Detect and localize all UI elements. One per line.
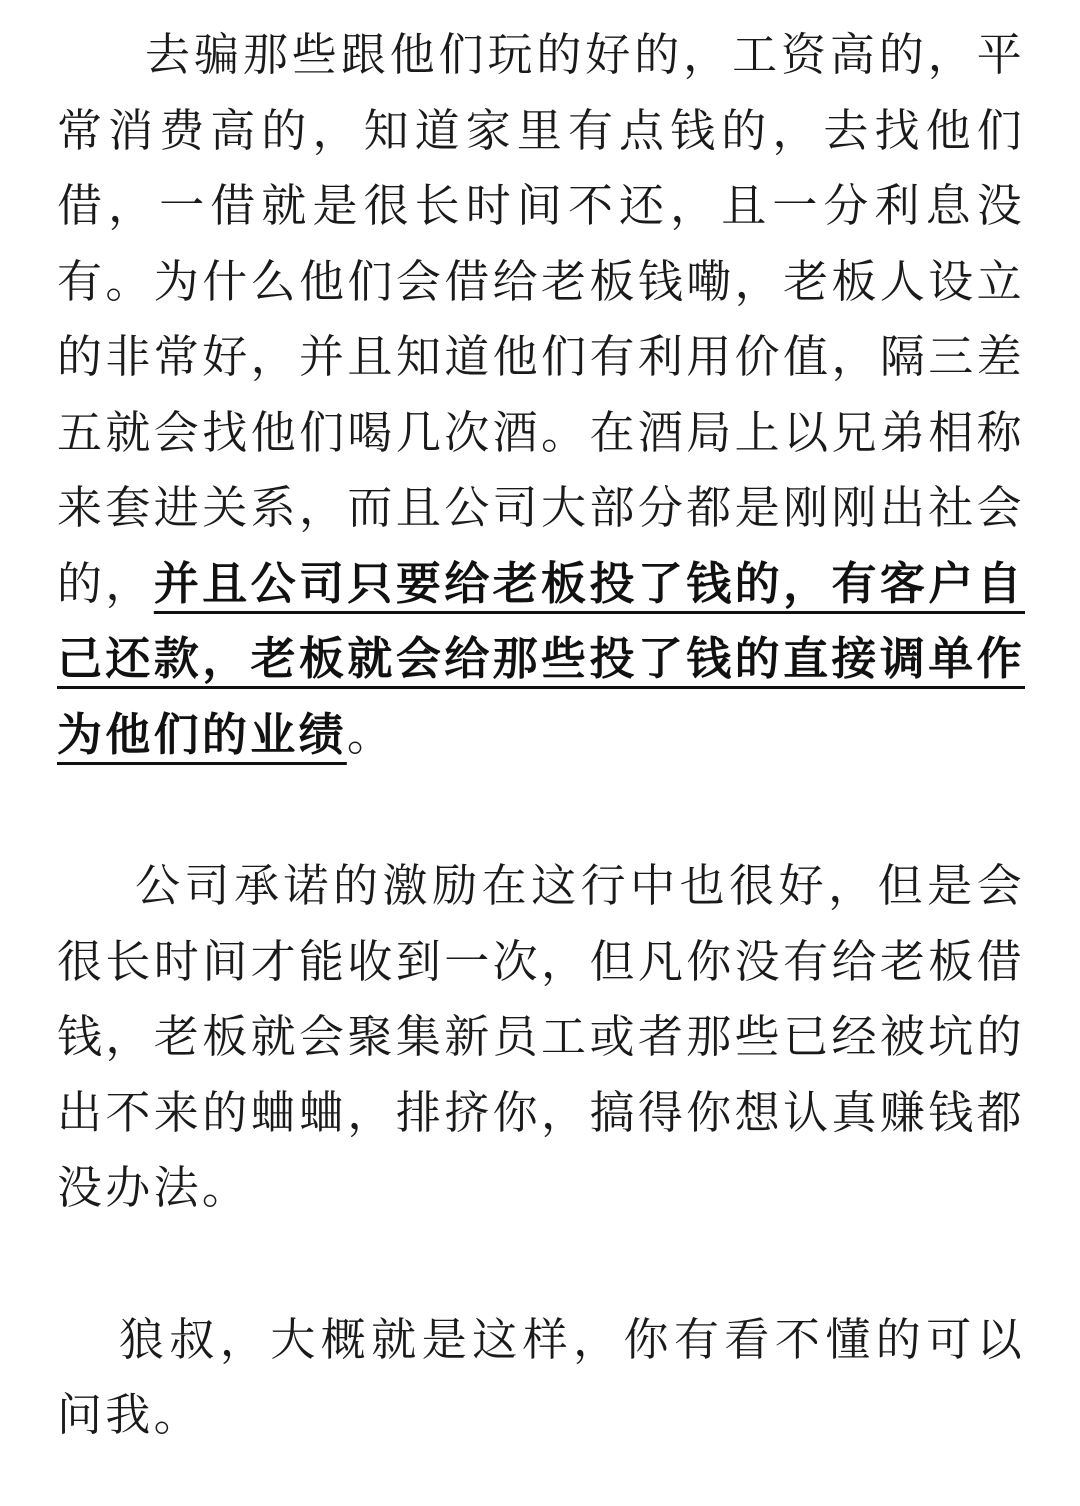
paragraph-3: 狼叔，大概就是这样，你有看不懂的可以问我。 (57, 1312, 1025, 1441)
paragraph-2: 公司承诺的激励在这行中也很好，但是会很长时间才能收到一次，但凡你没有给老板借钱，老板就会聚集新员工或者那些已经被坑的出不来的蛐蛐，排挤你，搞得你想认真赚钱都没办法。 (57, 859, 1025, 1214)
highlighted-underlined-text: 并且公司只要给老板投了钱的，有客户自己还款，老板就会给那些投了钱的直接调单作为他们的业绩 (57, 556, 1025, 761)
paragraph-1-text: 去骗那些跟他们玩的好的，工资高的，平常消费高的，知道家里有点钱的，去找他们借，一借就是很长时间不还，且一分利息没有。为什么他们会借给老板钱嘞，老板人设立的非常好，并且知道他们有利用价值，隔三差五就会找他们喝几次酒。在酒局上以兄弟相称来套进关系，而且公司大部分都是刚刚出社会的， (57, 28, 1025, 610)
article-body (57, 17, 1025, 1453)
paragraph-1-ending: 。 (346, 707, 396, 761)
paragraph-1 (57, 17, 1025, 772)
